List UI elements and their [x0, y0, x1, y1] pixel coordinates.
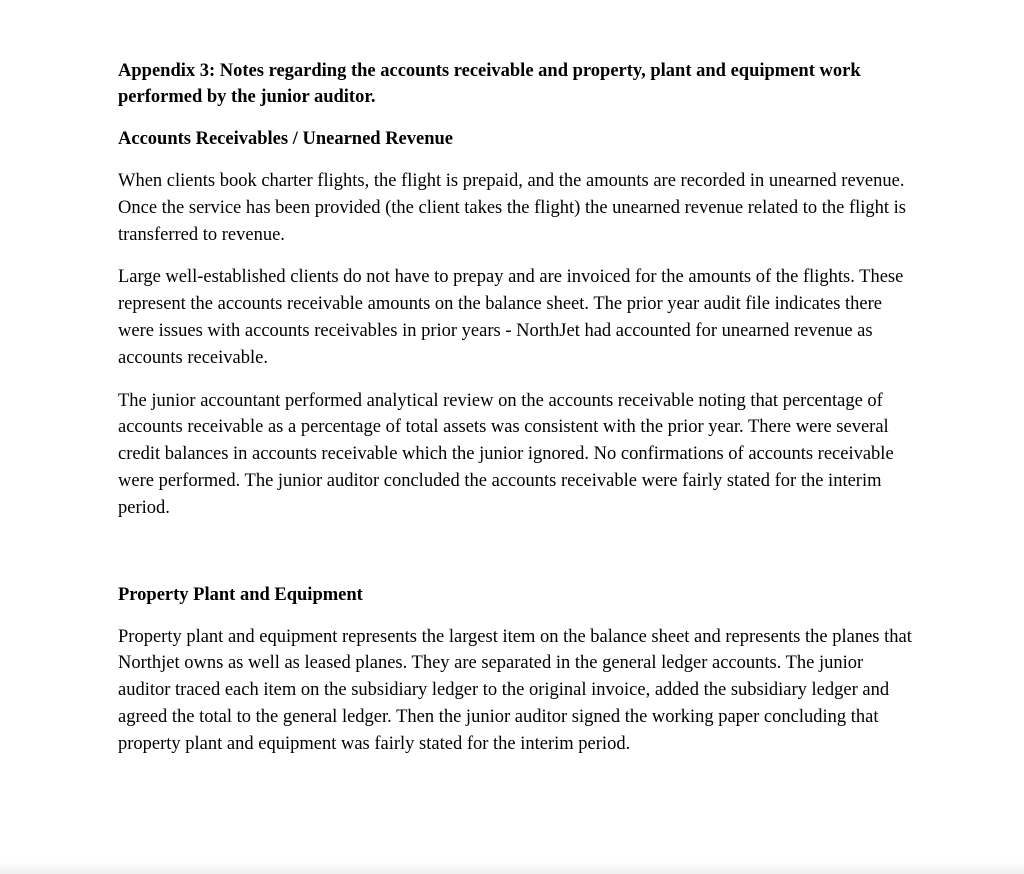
paragraph: When clients book charter flights, the flight is prepaid, and the amounts are recorded in unearned revenue. Once the service has been provided (the client takes the flight) the unearned revenue related to the flight is transferred to revenue.	[118, 171, 906, 245]
section-heading-property-plant-equipment: Property Plant and Equipment	[118, 584, 363, 605]
paragraph: The junior accountant performed analytical review on the accounts receivable noting that percentage of accounts receivable as a percentage of total assets was consistent with the prior year. There were several credit balances in accounts receivable which the junior ignored. No confirmations of accounts receivable were performed. The junior auditor concluded the accounts receivable were fairly stated for the interim period.	[118, 390, 894, 518]
section-spacer	[118, 538, 918, 582]
paragraph: Property plant and equipment represents the largest item on the balance sheet and represents the planes that Northjet owns as well as leased planes. They are separated in the general ledger accounts. The junior auditor traced each item on the subsidiary ledger to the original invoice, added the subsidiary ledger and agreed the total to the general ledger. Then the junior auditor signed the working paper concluding that property plant and equipment was fairly stated for the interim period.	[118, 626, 912, 754]
section-heading-accounts-receivable: Accounts Receivables / Unearned Revenue	[118, 129, 454, 149]
section-property-plant-equipment	[118, 582, 918, 758]
section-accounts-receivable	[118, 126, 918, 522]
document-page	[118, 58, 918, 774]
document-title: Appendix 3: Notes regarding the accounts receivable and property, plant and equipment work performed by the junior auditor.	[118, 61, 861, 107]
paragraph: Large well-established clients do not have to prepay and are invoiced for the amounts of the flights. These represent the accounts receivable amounts on the balance sheet. The prior year audit file indicates there were issues with accounts receivables in prior years - NorthJet had accounted for unearned revenue as accounts receivable.	[118, 267, 904, 368]
page-bottom-edge	[0, 862, 1024, 874]
